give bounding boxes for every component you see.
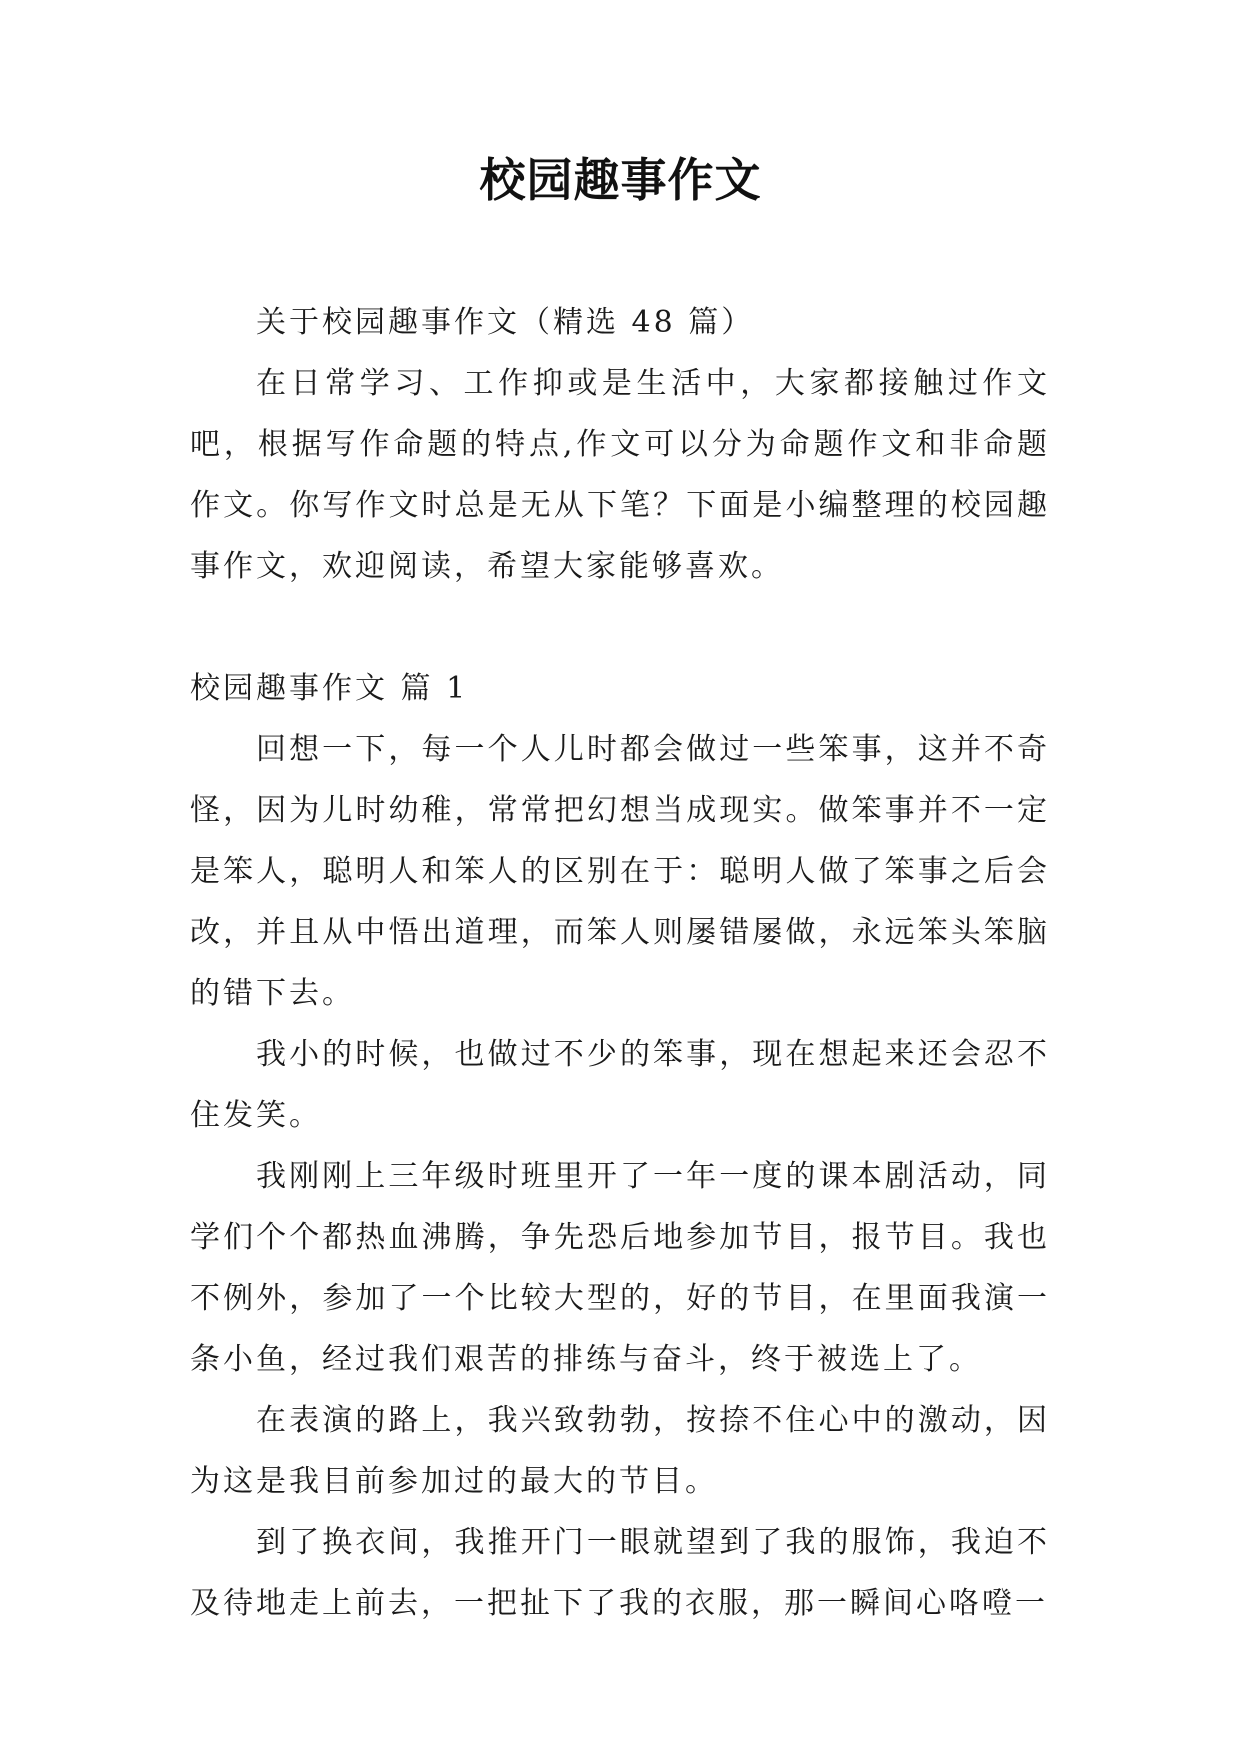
document-body [190,292,1050,1634]
body-paragraph: 我小的时候，也做过不少的笨事，现在想起来还会忍不住发笑。 [190,1037,1050,1133]
body-paragraph: 在表演的路上，我兴致勃勃，按捺不住心中的激动，因为这是我目前参加过的最大的节目。 [190,1403,1050,1499]
document-title: 校园趣事作文 [479,153,762,207]
document-subtitle: 关于校园趣事作文（精选 48 篇） [256,305,755,340]
body-paragraph: 到了换衣间，我推开门一眼就望到了我的服饰，我迫不及待地走上前去，一把扯下了我的衣服，那一瞬间心咯噔一 [190,1525,1050,1621]
body-paragraph: 我刚刚上三年级时班里开了一年一度的课本剧活动，同学们个个都热血沸腾，争先恐后地参加节目，报节目。我也不例外，参加了一个比较大型的，好的节目，在里面我演一条小鱼，经过我们艰苦的排练与奋斗，终于被选上了。 [190,1159,1050,1377]
section-gap [190,597,1050,658]
body-paragraph: 回想一下，每一个人儿时都会做过一些笨事，这并不奇怪，因为儿时幼稚，常常把幻想当成现实。做笨事并不一定是笨人，聪明人和笨人的区别在于：聪明人做了笨事之后会改，并且从中悟出道理，而笨人则屡错屡做，永远笨头笨脑的错下去。 [190,732,1050,1011]
intro-paragraph: 在日常学习、工作抑或是生活中，大家都接触过作文吧，根据写作命题的特点,作文可以分为命题作文和非命题作文。你写作文时总是无从下笔？下面是小编整理的校园趣事作文，欢迎阅读，希望大家能够喜欢。 [190,366,1050,584]
section-heading: 校园趣事作文 篇 1 [190,671,469,706]
